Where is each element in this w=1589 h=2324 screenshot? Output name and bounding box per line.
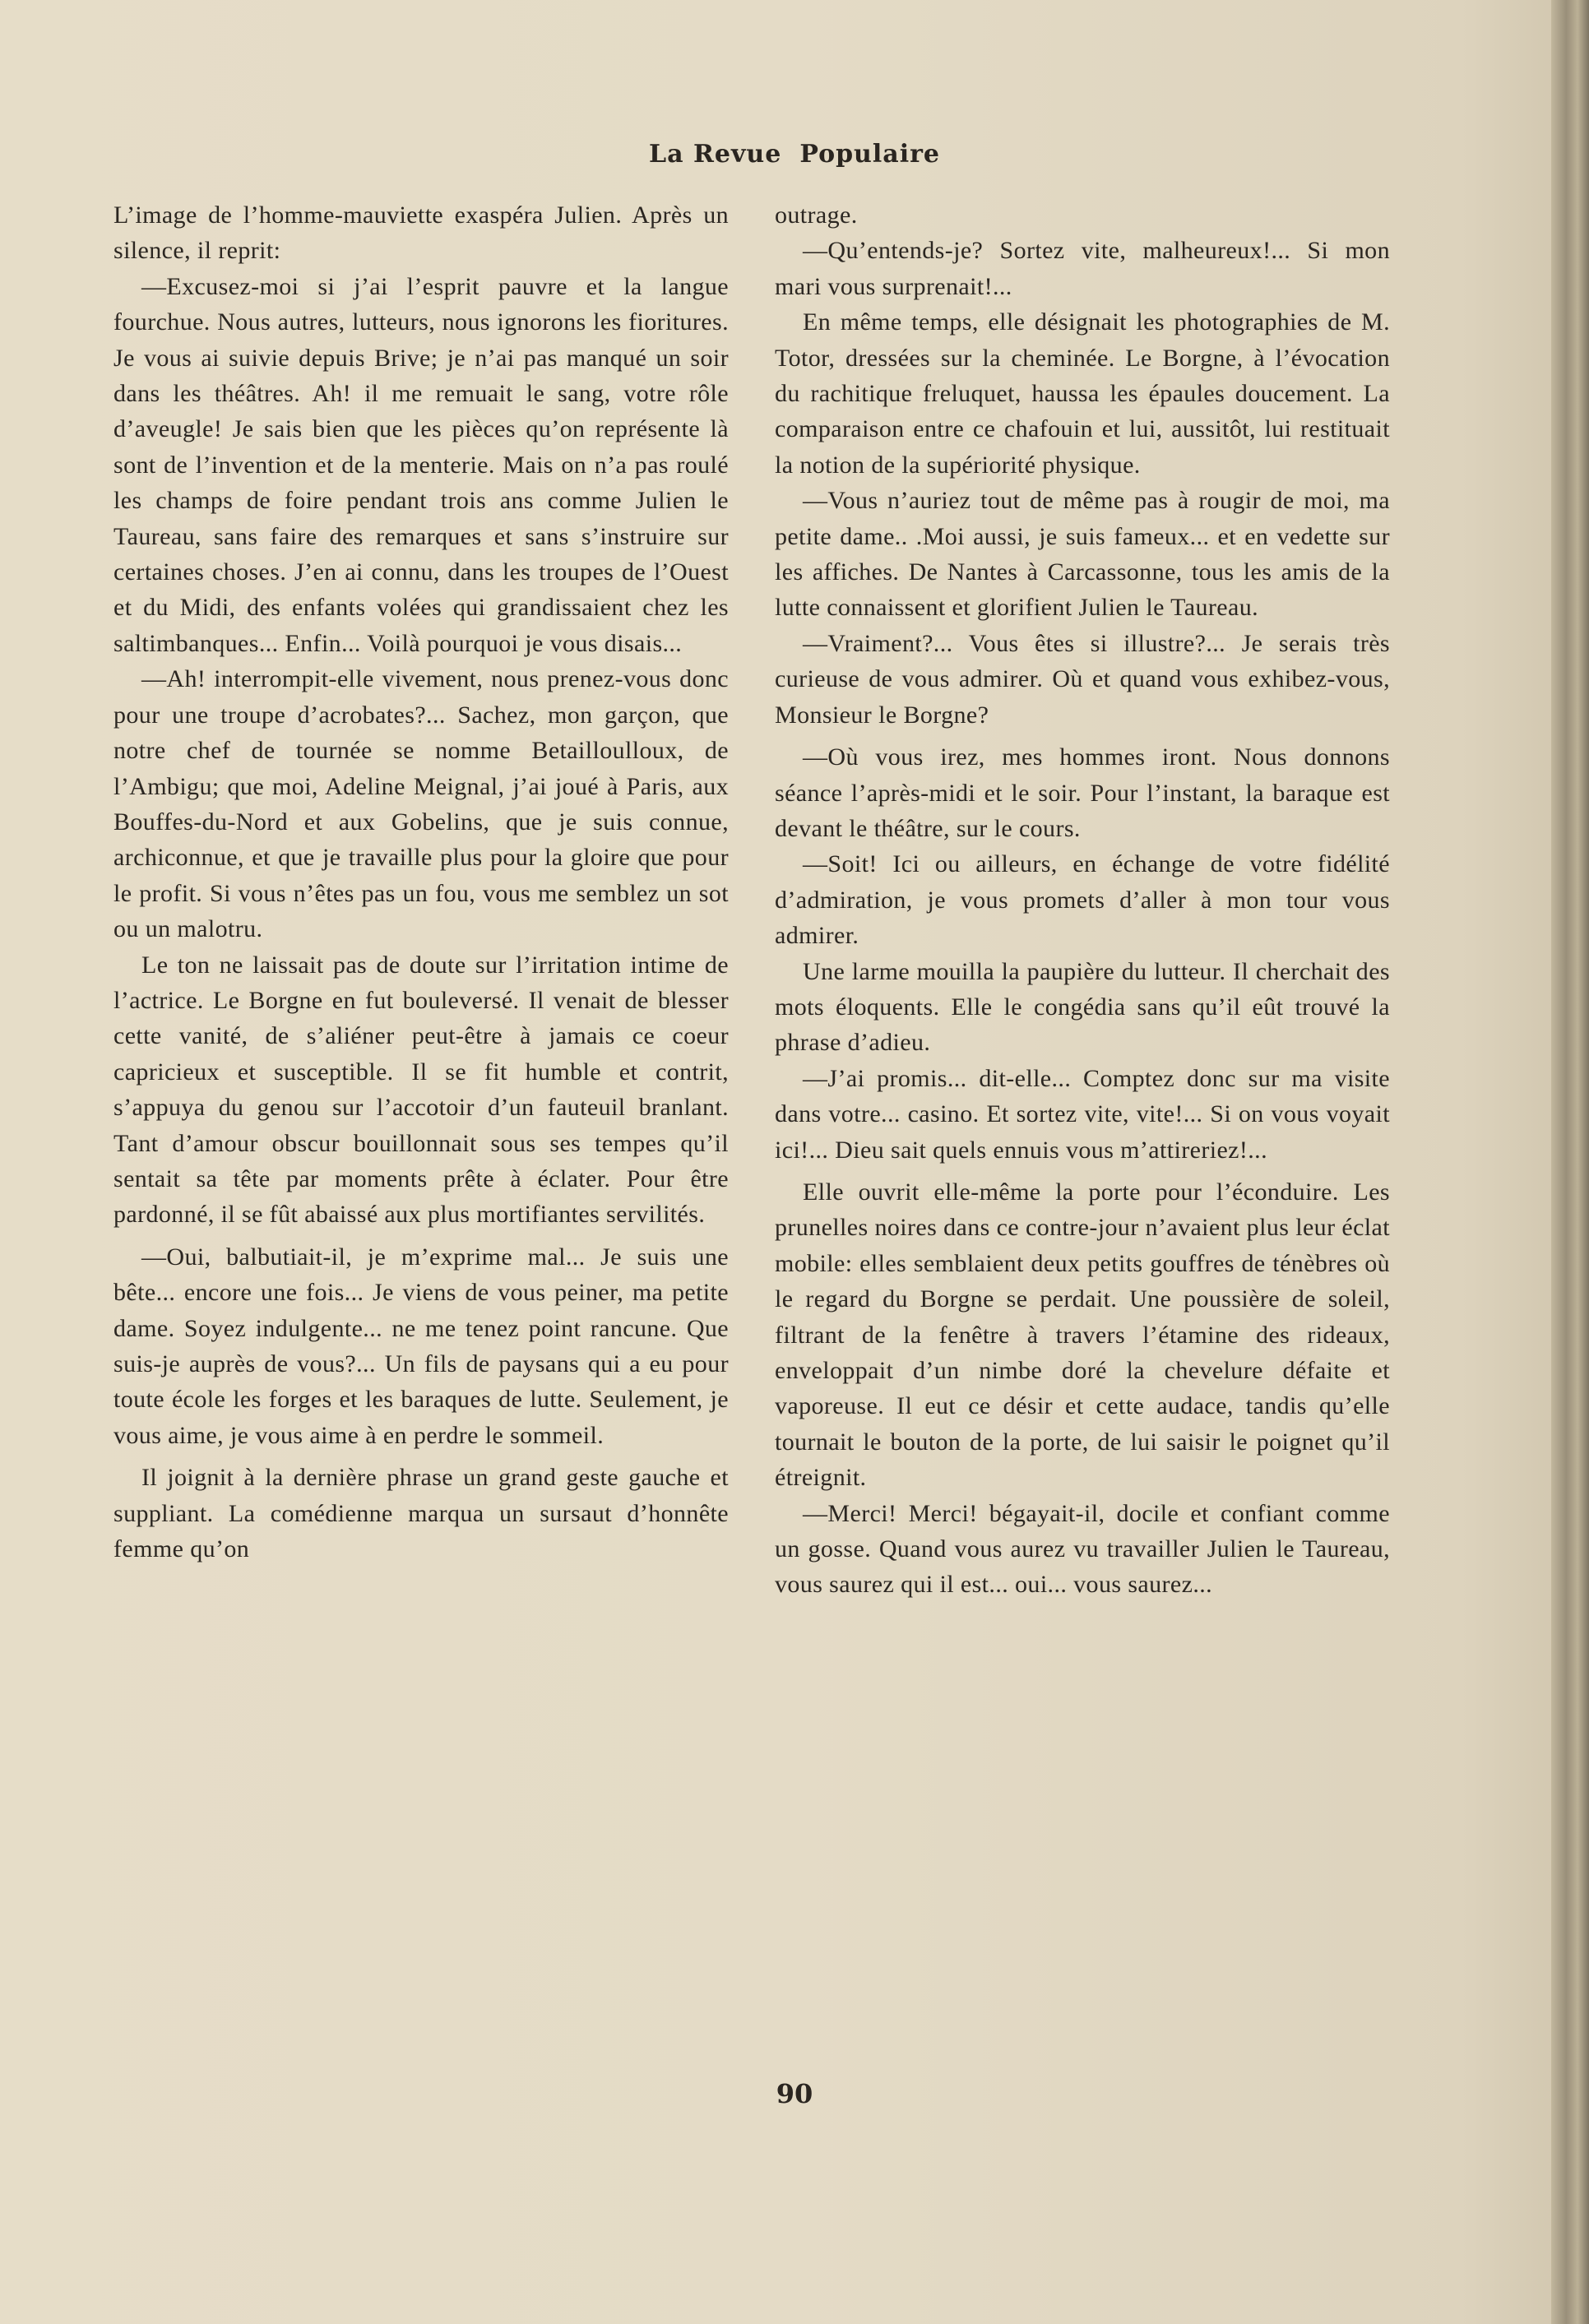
left-column: [114, 197, 729, 1567]
paragraph: —Excusez-moi si j’ai l’esprit pauvre et la langue fourchue. Nous autres, lutteurs, nous ignorons les fioritures. Je vous ai suivie depuis Brive; je n’ai pas manqué un soir dans les théâtres. Ah! il me remuait le sang, votre rôle d’aveugle! Je sais bien que les pièces qu’on représente là sont de l’invention et de la menterie. Mais on n’a pas roulé les champs de foire pendant trois ans comme Julien le Taureau, sans faire des remarques et sans s’instruire sur certaines choses. J’en ai connu, dans les troupes de l’Ouest et du Midi, des enfants volées qui grandissaient chez les saltimbanques... Enfin... Voilà pourquoi je vous disais...: [114, 272, 729, 657]
page-edge-shadow: [1551, 0, 1589, 2324]
page-number: 90: [776, 2078, 813, 2109]
paragraph: En même temps, elle désignait les photographies de M. Totor, dressées sur la cheminée. Le Borgne, à l’évocation du rachitique freluquet, haussa les épaules doucement. La comparaison entre ce chafouin et lui, aussitôt, lui restituait la notion de la supériorité physique.: [775, 308, 1390, 479]
paragraph: Une larme mouilla la paupière du lutteur. Il cherchait des mots éloquents. Elle le congédia sans qu’il eût trouvé la phrase d’adieu.: [775, 957, 1390, 1057]
running-head-title-part1: La Revue: [648, 140, 782, 169]
paragraph: —Ah! interrompit-elle vivement, nous prenez-vous donc pour une troupe d’acrobates?... Sachez, mon garçon, que notre chef de tournée se nomme Betailloulloux, de l’Ambigu; que moi, Adeline Meignal, j’ai joué à Paris, aux Bouffes-du-Nord et aux Gobelins, que je suis connue, archiconnue, et que je travaille plus pour la gloire que pour le profit. Si vous n’êtes pas un fou, vous me semblez un sot ou un malotru.: [114, 665, 729, 943]
paragraph: —Merci! Merci! bégayait-il, docile et confiant comme un gosse. Quand vous aurez vu travailler Julien le Taureau, vous saurez qui il est... oui... vous saurez...: [775, 1499, 1390, 1599]
paragraph: L’image de l’homme-mauviette exaspéra Julien. Après un silence, il reprit:: [114, 201, 729, 265]
paragraph: —Oui, balbutiait-il, je m’exprime mal... Je suis une bête... encore une fois... Je viens de vous peiner, ma petite dame. Soyez indulgente... ne me tenez point rancune. Que suis-je auprès de vous?... Un fils de paysans qui a eu pour toute école les forges et les baraques de lutte. Seulement, je vous aime, je vous aime à en perdre le sommeil.: [114, 1243, 729, 1449]
running-head-title-part2: Populaire: [799, 140, 940, 169]
paragraph: —J’ai promis... dit-elle... Comptez donc sur ma visite dans votre... casino. Et sortez vite, vite!... Si on vous voyait ici!... Dieu sait quels ennuis vous m’attireriez!...: [775, 1064, 1390, 1164]
paragraph: Il joignit à la dernière phrase un grand geste gauche et suppliant. La comédienne marqua un sursaut d’honnête femme qu’on: [114, 1464, 729, 1563]
paragraph: Elle ouvrit elle-même la porte pour l’éconduire. Les prunelles noires dans ce contre-jour n’avaient plus leur éclat mobile: elles semblaient deux petits gouffres de ténèbres où le regard du Borgne se perdait. Une poussière de soleil, filtrant de la fenêtre à travers l’étamine des rideaux, enveloppait d’un nimbe doré la chevelure défaite et vaporeuse. Il eut ce désir et cette audace, tandis qu’elle tournait le bouton de la porte, de lui saisir le poignet qu’il étreignit.: [775, 1178, 1390, 1492]
paragraph: Le ton ne laissait pas de doute sur l’irritation intime de l’actrice. Le Borgne en fut bouleversé. Il venait de blesser cette vanité, de s’aliéner peut-être à jamais ce coeur capricieux et susceptible. Il se fit humble et contrit, s’appuya du genou sur l’accotoir d’un fauteuil branlant. Tant d’amour obscur bouillonnait sous ses tempes qu’il sentait sa tête par moments prête à éclater. Pour être pardonné, il se fût abaissé aux plus mortifiantes servilités.: [114, 951, 729, 1229]
paragraph: —Vous n’auriez tout de même pas à rougir de moi, ma petite dame.. .Moi aussi, je suis fameux... et en vedette sur les affiches. De Nantes à Carcassonne, tous les amis de la lutte connaissent et glorifient Julien le Taureau.: [775, 487, 1390, 622]
right-column: [775, 197, 1390, 1603]
paragraph: —Soit! Ici ou ailleurs, en échange de votre fidélité d’admiration, je vous promets d’aller à mon tour vous admirer.: [775, 850, 1390, 950]
paragraph: —Qu’entends-je? Sortez vite, malheureux!... Si mon mari vous surprenait!...: [775, 237, 1390, 300]
running-head: [0, 140, 1589, 169]
paragraph: —Vraiment?... Vous êtes si illustre?... Je serais très curieuse de vous admirer. Où et quand vous exhibez-vous, Monsieur le Borgne?: [775, 629, 1390, 729]
paragraph: outrage.: [775, 201, 858, 229]
paragraph: —Où vous irez, mes hommes iront. Nous donnons séance l’après-midi et le soir. Pour l’instant, la baraque est devant le théâtre, sur le cours.: [775, 743, 1390, 842]
